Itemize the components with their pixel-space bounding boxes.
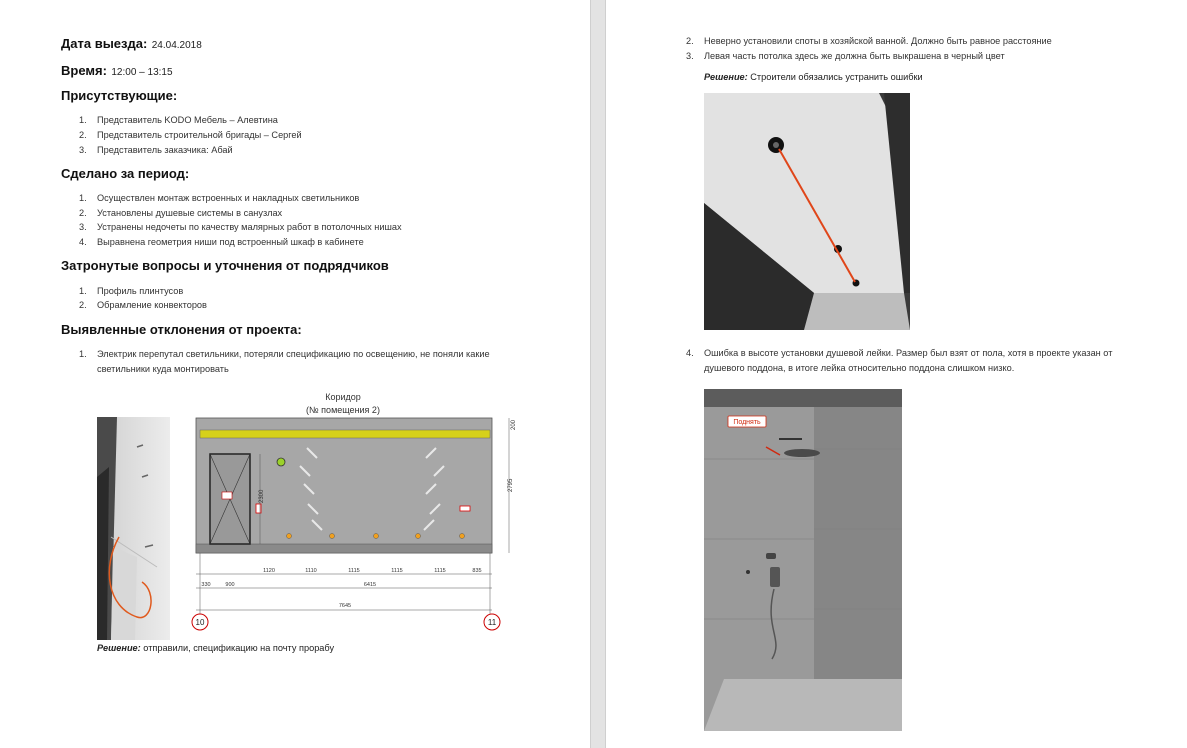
list-item: 1. Профиль плинтусов — [79, 286, 184, 296]
solution-label: Решение: — [97, 643, 141, 653]
list-item-continuation: светильники куда монтировать — [97, 364, 229, 374]
svg-text:1115: 1115 — [391, 568, 403, 574]
corridor-drawing — [190, 388, 520, 638]
svg-text:1110: 1110 — [305, 568, 317, 574]
solution-line — [704, 72, 923, 82]
photo-annotation: Поднять — [733, 419, 761, 426]
svg-text:1115: 1115 — [434, 568, 446, 574]
visit-date-line — [61, 35, 202, 53]
svg-text:1120: 1120 — [263, 568, 275, 574]
solution-line — [97, 643, 334, 653]
list-item: 2. Представитель строительной бригады – Сергей — [79, 130, 302, 140]
questions-heading: Затронутые вопросы и уточнения от подрядчиков — [61, 258, 389, 273]
solution-text: Строители обязались устранить ошибки — [747, 72, 923, 82]
corridor-photo — [97, 417, 170, 640]
shower-photo — [704, 389, 902, 731]
list-item-continuation: душевого поддона, в итоге лейка относительно поддона слишком низко. — [704, 363, 1015, 373]
svg-text:7645: 7645 — [338, 603, 352, 609]
svg-text:330: 330 — [201, 582, 211, 588]
document-page-1 — [0, 0, 590, 748]
svg-text:1115: 1115 — [348, 568, 360, 574]
svg-text:2795: 2795 — [508, 478, 514, 492]
svg-text:835: 835 — [472, 568, 482, 574]
document-page-2 — [606, 0, 1187, 748]
drawing-title: Коридор — [325, 392, 361, 402]
time-line — [61, 62, 173, 80]
svg-text:6415: 6415 — [363, 582, 377, 588]
page-gap — [590, 0, 606, 748]
time-label: Время: — [61, 63, 107, 78]
solution-text: отправили, спецификацию на почту прорабу — [140, 643, 335, 653]
list-item: 2. Неверно установили споты в хозяйской ванной. Должно быть равное расстояние — [686, 36, 1052, 46]
list-item: 2. Обрамление конвекторов — [79, 300, 207, 310]
list-item: 4. Ошибка в высоте установки душевой лейки. Размер был взят от пола, хотя в проекте указан от — [686, 348, 1113, 358]
list-item: 1. Осуществлен монтаж встроенных и накладных светильников — [79, 193, 360, 203]
solution-label: Решение: — [704, 72, 748, 82]
visit-date-value: 24.04.2018 — [151, 40, 202, 51]
ceiling-photo — [704, 93, 910, 330]
visit-date-label: Дата выезда: — [61, 36, 148, 51]
deviations-heading: Выявленные отклонения от проекта: — [61, 322, 302, 337]
done-heading: Сделано за период: — [61, 166, 190, 181]
list-item: 1. Электрик перепутал светильники, потеряли спецификацию по освещению, не поняли какие — [79, 349, 490, 359]
time-value: 12:00 – 13:15 — [111, 67, 173, 78]
list-item: 3. Представитель заказчика: Абай — [79, 145, 233, 155]
svg-text:2300: 2300 — [259, 489, 265, 503]
attendees-heading: Присутствующие: — [61, 88, 178, 103]
drawing-subtitle: (№ помещения 2) — [306, 405, 380, 415]
list-item: 2. Установлены душевые системы в санузлах — [79, 208, 283, 218]
list-item: 1. Представитель KODO Мебель – Алевтина — [79, 115, 278, 125]
svg-text:900: 900 — [225, 582, 235, 588]
svg-text:200: 200 — [511, 419, 517, 430]
list-item: 3. Устранены недочеты по качеству малярных работ в потолочных нишах — [79, 222, 402, 232]
axis-label-right: 11 — [487, 618, 497, 627]
list-item: 4. Выравнена геометрия ниши под встроенный шкаф в кабинете — [79, 237, 364, 247]
list-item: 3. Левая часть потолка здесь же должна быть выкрашена в черный цвет — [686, 51, 1005, 61]
axis-label-left: 10 — [195, 618, 205, 627]
